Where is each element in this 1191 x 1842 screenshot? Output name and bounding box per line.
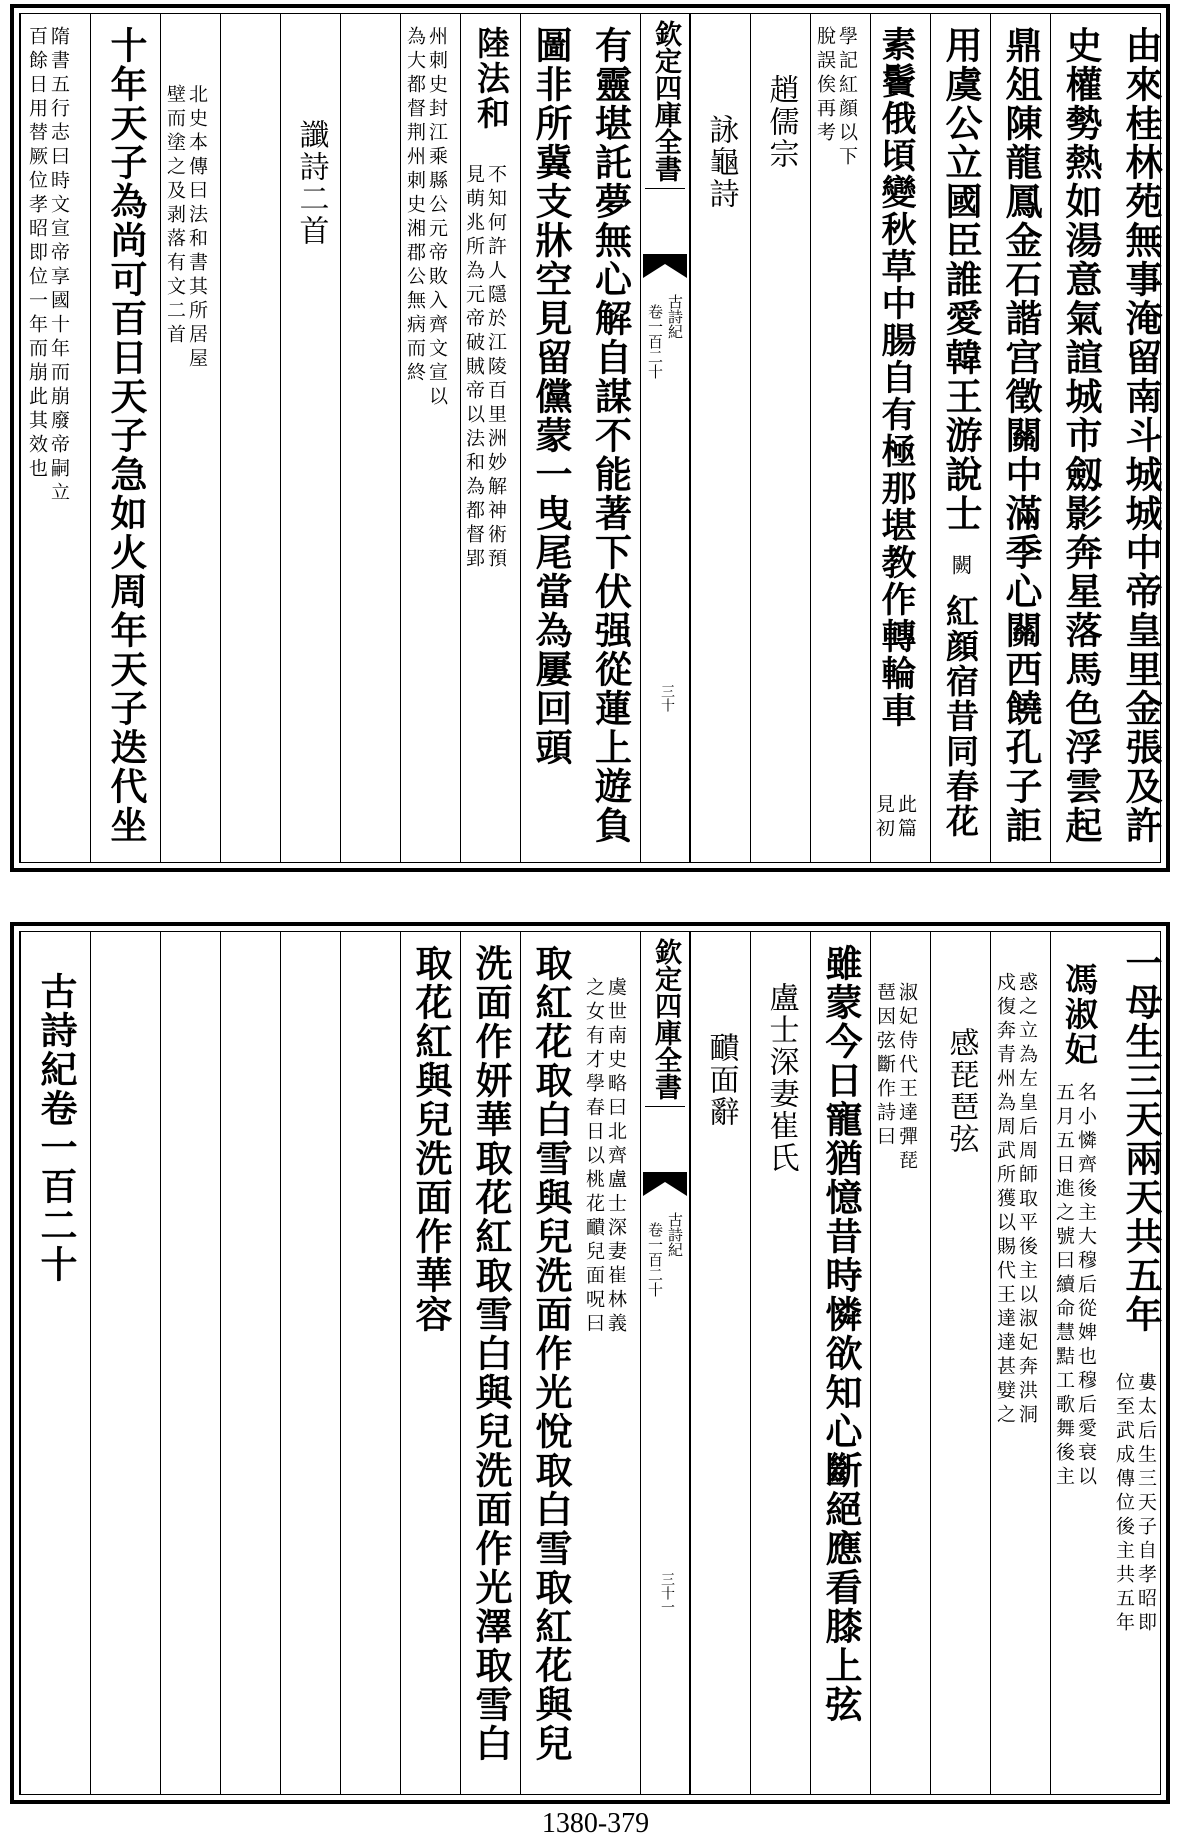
- bottom-page-frame: [19, 931, 1161, 1795]
- poem-title: 靧面辭: [703, 1032, 739, 1128]
- top-col-4: [930, 14, 990, 862]
- volume-label: 卷一百二十: [646, 1222, 664, 1297]
- top-col-3: [990, 14, 1050, 862]
- collection-label: 古詩紀: [666, 1212, 684, 1257]
- note-line: 見萌兆所為元帝破賊帝以法和為都督郢: [463, 164, 485, 572]
- note-line: 淑妃侍代王達彈琵: [896, 982, 918, 1174]
- note-line: 虞世南史略曰北齊盧士深妻崔林義: [605, 977, 627, 1337]
- bottom-col-3: [990, 932, 1050, 1794]
- note-line: 見初: [873, 794, 895, 842]
- biography-note: [995, 972, 1036, 1428]
- biography-note: [1054, 1082, 1095, 1490]
- fish-tail-mark: [643, 1172, 687, 1196]
- top-col-7: [750, 14, 810, 862]
- top-col-10: [520, 14, 580, 862]
- note-line: 名小憐齊後主大穆后從婢也穆后愛衰以: [1075, 1082, 1097, 1490]
- top-col-blank-a: [340, 14, 400, 862]
- bottom-page: [10, 922, 1170, 1804]
- page-number: 三十: [659, 684, 675, 712]
- verse-text: 紅顔宿昔同春花: [941, 594, 980, 839]
- note-line: 為大都督荆州刺史湘郡公無病而終: [404, 26, 426, 386]
- top-col-5: [870, 14, 930, 862]
- bottom-col-blank-e: [90, 932, 160, 1794]
- note-line: 此篇: [895, 794, 917, 842]
- verse-text: 洗面作妍華取花紅取雪白與兒洗面作光澤取雪白: [469, 944, 513, 1763]
- collection-label: 古詩紀: [666, 294, 684, 339]
- verse-text: 取花紅與兒洗面作華容: [409, 944, 453, 1334]
- note-line: 百餘日用替厥位孝昭即位一年而崩此其效也: [26, 26, 48, 482]
- bottom-col-1: [1110, 932, 1171, 1794]
- commentary-note: [1114, 1372, 1155, 1636]
- note-line: 五月五日進之號曰續命慧黠工歌舞後主: [1053, 1082, 1075, 1490]
- bottom-col-7: [750, 932, 810, 1794]
- bottom-col-5: [870, 932, 930, 1794]
- volume-label: 卷一百二十: [646, 304, 664, 379]
- bottom-center-band: [640, 932, 690, 1794]
- fish-tail-mark: [643, 254, 687, 278]
- top-page-frame: [19, 13, 1161, 863]
- source-note: [165, 84, 206, 372]
- bottom-col-blank-a: [340, 932, 400, 1794]
- top-col-2: [1050, 14, 1110, 862]
- preface-note: [875, 982, 916, 1174]
- top-col-11: [460, 14, 520, 862]
- top-col-8: [690, 14, 750, 862]
- note-line: 北史本傳曰法和書其所居屋: [186, 84, 208, 372]
- verse-text: 十年天子為尚可百日天子急如火周年天子迭代坐: [104, 26, 148, 845]
- top-col-13: [280, 14, 340, 862]
- note-line: 婁太后生三天子自孝昭即: [1135, 1372, 1157, 1636]
- verse-text: 鼎俎陳龍鳳金石諧宫徵關中滿季心關西饒孔子詎: [999, 26, 1043, 845]
- note-line: 州刺史封江乘縣公元帝敗入齊文宣以: [426, 26, 448, 410]
- top-col-15: [90, 14, 160, 862]
- note-line: 之女有才學春日以桃花靧兒面呪曰: [583, 977, 605, 1337]
- bottom-col-10: [520, 932, 580, 1794]
- bottom-col-11: [460, 932, 520, 1794]
- top-col-blank-b: [220, 14, 280, 862]
- note-line: 壁而塗之及剥落有文二首: [164, 84, 186, 348]
- verse-text: 圖非所冀支牀空見留儻蒙一曳尾當為屢回頭: [529, 26, 573, 767]
- note-line: 不知何許人隱於江陵百里洲妙解神術預: [485, 164, 507, 572]
- col6-note: [815, 26, 856, 170]
- bottom-col-blank-c: [220, 932, 280, 1794]
- note-line: 惑之立為左皇后周師取平後主以淑妃奔洪洞: [1016, 972, 1038, 1428]
- verse-text: 史權勢熱如湯意氣諠城市劔影奔星落馬色浮雲起: [1059, 26, 1103, 845]
- bottom-col-end: [20, 932, 90, 1794]
- top-page: [10, 4, 1170, 872]
- book-title: 欽定四庫全書: [645, 20, 685, 189]
- book-title: 欽定四庫全書: [645, 938, 685, 1107]
- scan-page-caption: 1380-379: [541, 1808, 650, 1839]
- top-col-12: [400, 14, 460, 862]
- bottom-col-4: [930, 932, 990, 1794]
- bottom-col-blank-b: [280, 932, 340, 1794]
- bottom-col-blank-d: [160, 932, 220, 1794]
- note-line: 戍復奔青州為周武所獲以賜代王達達甚嬖之: [994, 972, 1016, 1428]
- bottom-col-12: [400, 932, 460, 1794]
- note-line: 學記紅顔以下: [836, 26, 858, 170]
- note-line: 琶因弦斷作詩曰: [874, 982, 896, 1150]
- top-col-1: [1110, 14, 1171, 862]
- verse-text: 由來桂林苑無事淹留南斗城城中帝皇里金張及許: [1119, 26, 1163, 845]
- bottom-col-9: [580, 932, 640, 1794]
- biography-note: [405, 26, 446, 410]
- biography-note: [464, 164, 505, 572]
- top-col-6: [810, 14, 870, 862]
- person-name: 陸法和: [472, 26, 511, 131]
- author-name: 盧士深妻崔氏: [763, 982, 799, 1174]
- commentary-note: [27, 26, 68, 506]
- poem-title: 讖詩二首: [293, 119, 329, 247]
- verse-text: 取紅花取白雪與兒洗面作光悅取白雪取紅花與兒: [529, 944, 573, 1763]
- volume-end-title: 古詩紀卷一百二十: [34, 972, 78, 1284]
- bottom-col-6: [810, 932, 870, 1794]
- note-line: 隋書五行志曰時文宣帝享國十年而崩廢帝嗣立: [48, 26, 70, 506]
- verse-text: 有靈堪託夢無心解自謀不能著下伏强從蓮上遊負: [588, 26, 633, 845]
- verse-text: 素鬢俄頃變秋草中腸自有極那堪教作轉輪車: [876, 26, 917, 729]
- top-col-16: [20, 14, 90, 862]
- top-col-14: [160, 14, 220, 862]
- source-note: [584, 977, 625, 1337]
- author-name: 趙儒宗: [763, 74, 799, 170]
- verse-text: 雖蒙今日寵猶憶昔時憐欲知心斷絕應看膝上弦: [819, 944, 863, 1724]
- note-line: 位至武成傳位後主共五年: [1113, 1372, 1135, 1636]
- lacuna-note: 闕: [949, 554, 973, 579]
- top-col-9: [580, 14, 640, 862]
- verse-text: 一母生三天兩天共五年: [1119, 944, 1163, 1334]
- top-center-band: [640, 14, 690, 862]
- bottom-col-2: [1050, 932, 1110, 1794]
- person-name: 馮淑妃: [1060, 962, 1099, 1067]
- col5-note: [874, 794, 915, 842]
- bottom-col-8: [690, 932, 750, 1794]
- page-number: 三十一: [659, 1572, 675, 1614]
- poem-title: 詠龜詩: [703, 114, 739, 210]
- verse-text: 用虞公立國臣誰愛韓王游說士: [939, 26, 983, 533]
- note-line: 脫誤俟再考: [814, 26, 836, 146]
- poem-title: 感琵琶弦: [943, 1027, 979, 1155]
